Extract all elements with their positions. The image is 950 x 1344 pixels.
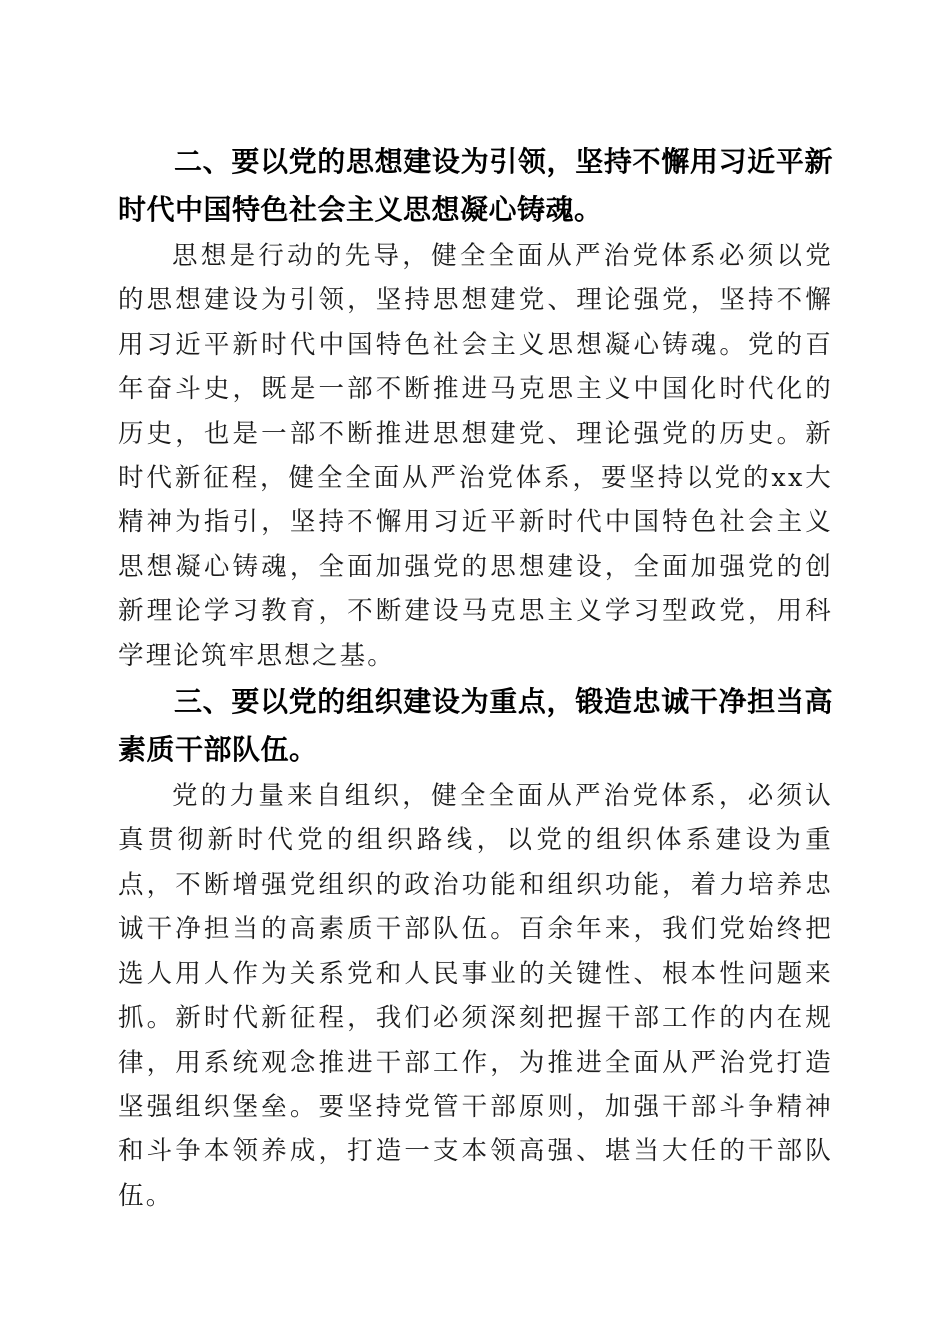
section-2-heading: 二、要以党的思想建设为引领，坚持不懈用习近平新时代中国特色社会主义思想凝心铸魂。 <box>118 145 833 226</box>
section-3-body: 党的力量来自组织，健全全面从严治党体系，必须认真贯彻新时代党的组织路线，以党的组织体系建设为重点，不断增强党组织的政治功能和组织功能，着力培养忠诚干净担当的高素质干部队伍。百余年来，我们党始终把选人用人作为关系党和人民事业的关键性、根本性问题来抓。新时代新征程，我们必须深刻把握干部工作的内在规律，用系统观念推进干部工作，为推进全面从严治党打造坚强组织堡垒。要坚持党管干部原则，加强干部斗争精神和斗争本领养成，打造一支本领高强、堪当大任的干部队伍。 <box>118 781 833 1211</box>
document-content <box>118 138 833 1218</box>
section-2-body: 思想是行动的先导，健全全面从严治党体系必须以党的思想建设为引领，坚持思想建党、理论强党，坚持不懈用习近平新时代中国特色社会主义思想凝心铸魂。党的百年奋斗史，既是一部不断推进马克思主义中国化时代化的历史，也是一部不断推进思想建党、理论强党的历史。新时代新征程，健全全面从严治党体系，要坚持以党的xx大精神为指引，坚持不懈用习近平新时代中国特色社会主义思想凝心铸魂，全面加强党的思想建设，全面加强党的创新理论学习教育，不断建设马克思主义学习型政党，用科学理论筑牢思想之基。 <box>118 241 833 671</box>
section-3-heading: 三、要以党的组织建设为重点，锻造忠诚干净担当高素质干部队伍。 <box>118 685 833 767</box>
